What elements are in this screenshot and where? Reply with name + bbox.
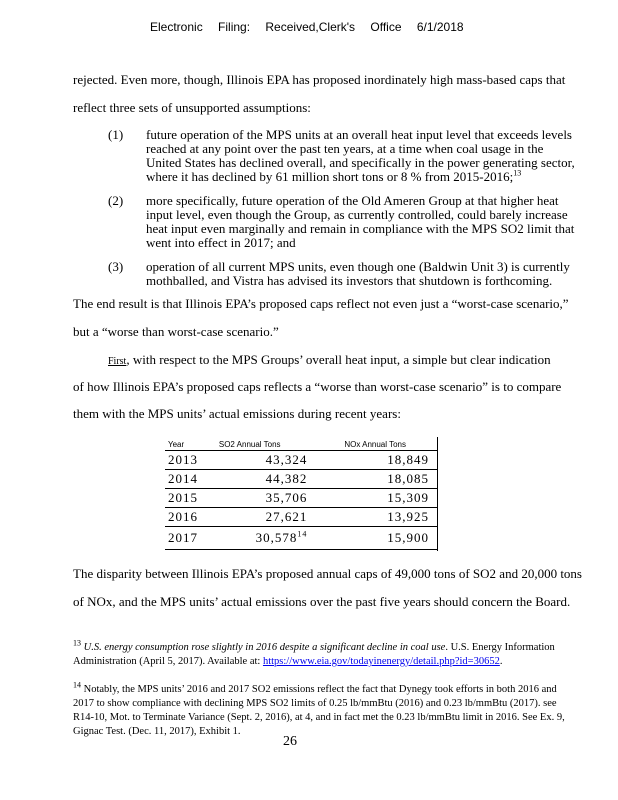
cell-year: 2013 bbox=[165, 451, 216, 470]
paragraph-line: them with the MPS units’ actual emissions during recent years: bbox=[73, 406, 401, 421]
footnote-title: U.S. energy consumption rose slightly in 2016 despite a significant decline in coal use bbox=[83, 642, 446, 653]
header-office: Office bbox=[370, 20, 402, 34]
paragraph-line: rejected. Even more, though, Illinois EPA has proposed inordinately high mass-based caps that bbox=[73, 72, 566, 87]
list-item-line: input level, even though the Group, as currently controlled, could barely increase bbox=[146, 207, 568, 222]
cell-so2: 27,621 bbox=[216, 508, 341, 527]
list-item-line: United States has declined overall, and specifically in the power generating sector, bbox=[146, 155, 575, 170]
header-filing2: Filing: bbox=[218, 20, 251, 34]
footnote-line: R14-10, Mot. to Terminate Variance (Sept. 2, 2016), at 4, and in fact met the 0.23 lb/mmBtu limit in 2016. See Ex. 9, bbox=[73, 712, 565, 723]
header-date: 6/1/2018 bbox=[416, 20, 464, 34]
footnote-number: 13 bbox=[73, 638, 81, 648]
cell-so2: 35,706 bbox=[216, 489, 341, 508]
footnote-line: Gignac Test. (Dec. 11, 2017), Exhibit 1. bbox=[73, 726, 241, 737]
cell-year: 2015 bbox=[165, 489, 216, 508]
table-row bbox=[165, 470, 437, 489]
cell-nox: 13,925 bbox=[341, 508, 437, 527]
table-row bbox=[165, 508, 437, 527]
list-item-line: future operation of the MPS units at an overall heat input level that exceeds levels bbox=[146, 127, 572, 142]
paragraph-line bbox=[108, 352, 551, 369]
footnote-13 bbox=[73, 638, 555, 655]
cell-year: 2014 bbox=[165, 470, 216, 489]
cell-so2 bbox=[216, 527, 341, 550]
table-row bbox=[165, 451, 437, 470]
footnote-ref[interactable]: 14 bbox=[297, 529, 308, 539]
filing-header bbox=[150, 20, 476, 35]
cell-year: 2016 bbox=[165, 508, 216, 527]
list-item-line: heat input even marginally and remain in compliance with the MPS SO2 limit that bbox=[146, 221, 575, 236]
page-number: 26 bbox=[283, 734, 297, 749]
list-item-line: operation of all current MPS units, even though one (Baldwin Unit 3) is currently bbox=[146, 259, 570, 274]
paragraph-line: The disparity between Illinois EPA’s proposed annual caps of 49,000 tons of SO2 and 20,000 tons bbox=[73, 566, 582, 581]
table-row bbox=[165, 489, 437, 508]
first-label: First bbox=[108, 356, 127, 367]
cell-nox: 15,900 bbox=[341, 527, 437, 550]
col-header-year: Year bbox=[168, 440, 185, 449]
col-header-so2: SO2 Annual Tons bbox=[218, 440, 281, 449]
cell-nox: 18,849 bbox=[341, 451, 437, 470]
eia-link[interactable]: https://www.eia.gov/todayinenergy/detail.php?id=30652 bbox=[262, 656, 500, 667]
list-item-line: more specifically, future operation of the Old Ameren Group at that higher heat bbox=[146, 193, 559, 208]
cell-nox: 15,309 bbox=[341, 489, 437, 508]
header-received: Received,Clerk's bbox=[265, 20, 356, 34]
footnote-line: 2017 to show compliance with declining MPS SO2 limits of 0.25 lb/mmBtu (2016) and 0.23 lb/mmBtu (2017). see bbox=[73, 698, 557, 709]
cell-so2-value: 30,578 bbox=[255, 530, 298, 545]
col-header-nox: NOx Annual Tons bbox=[344, 440, 406, 449]
footnote-ref[interactable]: 13 bbox=[513, 168, 522, 178]
list-number: (1) bbox=[108, 127, 124, 142]
cell-nox: 18,085 bbox=[341, 470, 437, 489]
header-filing: Electronic bbox=[150, 20, 203, 34]
list-item-line: went into effect in 2017; and bbox=[146, 235, 296, 250]
footnote-text: Administration (April 5, 2017). Available at: bbox=[73, 656, 263, 667]
footnote-number: 14 bbox=[73, 680, 81, 690]
emissions-table bbox=[165, 437, 437, 550]
list-number: (3) bbox=[108, 259, 124, 274]
paragraph-line: of how Illinois EPA’s proposed caps reflects a “worse than worst-case scenario” is to compare bbox=[73, 379, 562, 394]
paragraph-line: but a “worse than worst-case scenario.” bbox=[73, 324, 279, 339]
list-item-line: reached at any point over the past ten years, at a time when coal usage in the bbox=[146, 141, 544, 156]
list-item-line bbox=[146, 169, 521, 184]
paragraph-line: The end result is that Illinois EPA’s proposed caps reflect not even just a “worst-case scenario,” bbox=[73, 296, 569, 311]
cell-so2: 43,324 bbox=[216, 451, 341, 470]
cell-so2: 44,382 bbox=[216, 470, 341, 489]
paragraph-line: of NOx, and the MPS units’ actual emissions over the past five years should concern the Board. bbox=[73, 594, 571, 609]
paragraph-line: reflect three sets of unsupported assumptions: bbox=[73, 100, 311, 115]
list-item-line: mothballed, and Vistra has advised its investors that shutdown is forthcoming. bbox=[146, 273, 553, 288]
footnote-text: . U.S. Energy Information bbox=[445, 642, 555, 653]
table-border bbox=[437, 437, 438, 551]
cell-year: 2017 bbox=[165, 527, 216, 550]
table-row bbox=[165, 527, 437, 550]
list-number: (2) bbox=[108, 193, 124, 208]
footnote-14 bbox=[73, 680, 557, 697]
paragraph-text: , with respect to the MPS Groups’ overall heat input, a simple but clear indication bbox=[126, 352, 551, 367]
footnote-13-line2: Administration (April 5, 2017). Available at: https://www.eia.gov/todayinenergy/detail.php?id=30652. bbox=[73, 656, 503, 667]
list-item-text: where it has declined by 61 million short tons or 8 % from 2015-2016; bbox=[146, 169, 514, 184]
footnote-text: Notably, the MPS units’ 2016 and 2017 SO2 emissions reflect the fact that Dynegy took efforts in both 2016 and bbox=[83, 684, 557, 695]
